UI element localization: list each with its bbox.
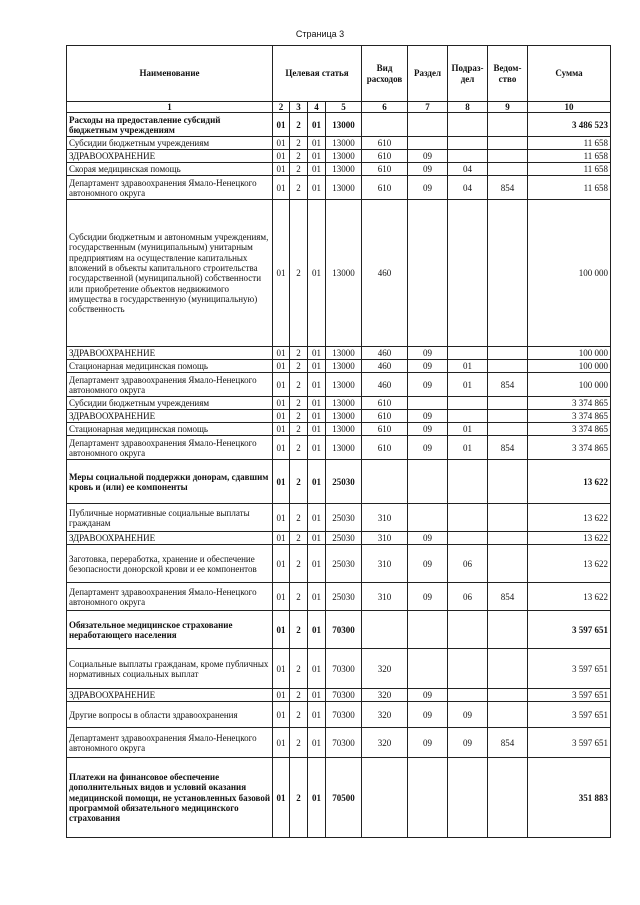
target-code-1: 01 <box>273 347 290 360</box>
target-code-3: 01 <box>308 137 326 150</box>
table-row <box>67 163 611 176</box>
table-row <box>67 137 611 150</box>
target-code-3: 01 <box>308 113 326 137</box>
colnum: 10 <box>528 102 611 113</box>
expense-type-cell: 460 <box>362 373 408 397</box>
colnum: 1 <box>67 102 273 113</box>
target-code-3: 01 <box>308 436 326 460</box>
expense-type-cell: 610 <box>362 176 408 200</box>
sum-cell: 351 883 <box>528 758 611 838</box>
subsection-cell <box>448 689 488 702</box>
table-row <box>67 176 611 200</box>
subsection-cell: 09 <box>448 702 488 728</box>
row-name: Субсидии бюджетным учреждениям <box>67 397 273 410</box>
target-code-3: 01 <box>308 728 326 758</box>
expense-type-cell: 610 <box>362 436 408 460</box>
target-code-1: 01 <box>273 137 290 150</box>
target-code-1: 01 <box>273 373 290 397</box>
target-code-1: 01 <box>273 163 290 176</box>
target-code-1: 01 <box>273 545 290 583</box>
expense-type-cell: 310 <box>362 545 408 583</box>
row-name: Расходы на предоставление субсидий бюджетным учреждениям <box>67 113 273 137</box>
target-code-4: 25030 <box>326 460 362 504</box>
target-code-1: 01 <box>273 728 290 758</box>
section-cell <box>408 611 448 649</box>
subsection-cell <box>448 410 488 423</box>
target-code-1: 01 <box>273 532 290 545</box>
sum-cell: 3 486 523 <box>528 113 611 137</box>
sum-cell: 11 658 <box>528 137 611 150</box>
target-code-3: 01 <box>308 150 326 163</box>
subsection-cell: 06 <box>448 545 488 583</box>
row-name: Другие вопросы в области здравоохранения <box>67 702 273 728</box>
expense-type-cell: 310 <box>362 532 408 545</box>
target-code-2: 2 <box>290 436 308 460</box>
table-row <box>67 423 611 436</box>
expense-type-cell: 610 <box>362 163 408 176</box>
target-code-4: 13000 <box>326 436 362 460</box>
row-name: Стационарная медицинская помощь <box>67 423 273 436</box>
table-row <box>67 113 611 137</box>
header-subsection: Подраз-дел <box>448 46 488 102</box>
section-cell: 09 <box>408 176 448 200</box>
target-code-4: 13000 <box>326 397 362 410</box>
target-code-2: 2 <box>290 460 308 504</box>
subsection-cell <box>448 504 488 532</box>
section-cell <box>408 504 448 532</box>
department-cell <box>488 200 528 347</box>
department-cell: 854 <box>488 373 528 397</box>
target-code-3: 01 <box>308 689 326 702</box>
row-name: Скорая медицинская помощь <box>67 163 273 176</box>
target-code-3: 01 <box>308 545 326 583</box>
header-section: Раздел <box>408 46 448 102</box>
department-cell <box>488 397 528 410</box>
subsection-cell <box>448 137 488 150</box>
subsection-cell: 09 <box>448 728 488 758</box>
target-code-1: 01 <box>273 689 290 702</box>
subsection-cell: 01 <box>448 423 488 436</box>
target-code-4: 13000 <box>326 423 362 436</box>
row-name: Департамент здравоохранения Ямало-Ненецкого автономного округа <box>67 373 273 397</box>
subsection-cell <box>448 611 488 649</box>
table-row <box>67 728 611 758</box>
expense-type-cell <box>362 758 408 838</box>
target-code-1: 01 <box>273 176 290 200</box>
section-cell <box>408 137 448 150</box>
department-cell <box>488 649 528 689</box>
target-code-2: 2 <box>290 504 308 532</box>
target-code-4: 13000 <box>326 150 362 163</box>
target-code-1: 01 <box>273 410 290 423</box>
section-cell <box>408 397 448 410</box>
subsection-cell <box>448 460 488 504</box>
sum-cell: 3 597 651 <box>528 649 611 689</box>
target-code-2: 2 <box>290 649 308 689</box>
target-code-2: 2 <box>290 150 308 163</box>
expense-type-cell: 310 <box>362 504 408 532</box>
section-cell <box>408 649 448 689</box>
section-cell: 09 <box>408 163 448 176</box>
target-code-2: 2 <box>290 137 308 150</box>
row-name: Субсидии бюджетным учреждениям <box>67 137 273 150</box>
subsection-cell: 01 <box>448 360 488 373</box>
target-code-4: 13000 <box>326 176 362 200</box>
department-cell <box>488 504 528 532</box>
row-name: Субсидии бюджетным и автономным учреждениям, государственным (муниципальным) унитарным предприятиям на осуществление капитальных вложений в объекты капитального строительства государственной (муниципальной) собственности или приобретение объектов недвижимого имущества в государственную (муниципальную) собственность <box>67 200 273 347</box>
department-cell: 854 <box>488 728 528 758</box>
department-cell <box>488 163 528 176</box>
target-code-2: 2 <box>290 728 308 758</box>
subsection-cell: 04 <box>448 176 488 200</box>
target-code-4: 13000 <box>326 360 362 373</box>
table-header-row <box>67 46 611 102</box>
target-code-4: 25030 <box>326 583 362 611</box>
subsection-cell <box>448 532 488 545</box>
row-name: ЗДРАВООХРАНЕНИЕ <box>67 410 273 423</box>
section-cell: 09 <box>408 410 448 423</box>
subsection-cell <box>448 150 488 163</box>
colnum: 6 <box>362 102 408 113</box>
table-row <box>67 504 611 532</box>
target-code-3: 01 <box>308 532 326 545</box>
expense-type-cell <box>362 611 408 649</box>
sum-cell: 13 622 <box>528 504 611 532</box>
sum-cell: 3 374 865 <box>528 423 611 436</box>
target-code-4: 13000 <box>326 163 362 176</box>
sum-cell: 3 597 651 <box>528 689 611 702</box>
table-row <box>67 702 611 728</box>
target-code-2: 2 <box>290 397 308 410</box>
department-cell <box>488 758 528 838</box>
target-code-2: 2 <box>290 163 308 176</box>
target-code-4: 13000 <box>326 200 362 347</box>
target-code-1: 01 <box>273 611 290 649</box>
colnum: 5 <box>326 102 362 113</box>
target-code-4: 25030 <box>326 504 362 532</box>
target-code-2: 2 <box>290 347 308 360</box>
department-cell <box>488 410 528 423</box>
expense-type-cell <box>362 113 408 137</box>
expense-type-cell <box>362 460 408 504</box>
section-cell: 09 <box>408 728 448 758</box>
target-code-3: 01 <box>308 423 326 436</box>
expense-type-cell: 320 <box>362 702 408 728</box>
table-row <box>67 397 611 410</box>
header-name: Наименование <box>67 46 273 102</box>
section-cell: 09 <box>408 545 448 583</box>
budget-table <box>66 45 611 838</box>
target-code-2: 2 <box>290 360 308 373</box>
section-cell: 09 <box>408 150 448 163</box>
sum-cell: 3 374 865 <box>528 436 611 460</box>
target-code-2: 2 <box>290 532 308 545</box>
section-cell: 09 <box>408 436 448 460</box>
sum-cell: 100 000 <box>528 347 611 360</box>
row-name: Департамент здравоохранения Ямало-Ненецкого автономного округа <box>67 176 273 200</box>
target-code-2: 2 <box>290 611 308 649</box>
section-cell: 09 <box>408 532 448 545</box>
target-code-3: 01 <box>308 460 326 504</box>
target-code-2: 2 <box>290 702 308 728</box>
table-row <box>67 373 611 397</box>
target-code-4: 25030 <box>326 545 362 583</box>
target-code-1: 01 <box>273 423 290 436</box>
row-name: Стационарная медицинская помощь <box>67 360 273 373</box>
table-row <box>67 200 611 347</box>
sum-cell: 3 374 865 <box>528 397 611 410</box>
target-code-3: 01 <box>308 583 326 611</box>
target-code-1: 01 <box>273 504 290 532</box>
target-code-1: 01 <box>273 113 290 137</box>
target-code-3: 01 <box>308 397 326 410</box>
subsection-cell: 04 <box>448 163 488 176</box>
subsection-cell <box>448 397 488 410</box>
sum-cell: 3 597 651 <box>528 611 611 649</box>
table-row <box>67 436 611 460</box>
table-row <box>67 689 611 702</box>
header-target-article: Целевая статья <box>273 46 362 102</box>
target-code-2: 2 <box>290 176 308 200</box>
department-cell <box>488 150 528 163</box>
target-code-4: 13000 <box>326 373 362 397</box>
section-cell: 09 <box>408 423 448 436</box>
target-code-2: 2 <box>290 373 308 397</box>
target-code-2: 2 <box>290 200 308 347</box>
colnum: 7 <box>408 102 448 113</box>
target-code-4: 13000 <box>326 137 362 150</box>
table-row <box>67 360 611 373</box>
sum-cell: 11 658 <box>528 176 611 200</box>
row-name: Меры социальной поддержки донорам, сдавшим кровь и (или) ее компоненты <box>67 460 273 504</box>
expense-type-cell: 610 <box>362 397 408 410</box>
department-cell <box>488 113 528 137</box>
subsection-cell: 01 <box>448 436 488 460</box>
header-expense-type: Вид расходов <box>362 46 408 102</box>
department-cell <box>488 545 528 583</box>
target-code-4: 13000 <box>326 410 362 423</box>
column-number-row <box>67 102 611 113</box>
sum-cell: 3 597 651 <box>528 728 611 758</box>
expense-type-cell: 320 <box>362 728 408 758</box>
colnum: 8 <box>448 102 488 113</box>
target-code-4: 25030 <box>326 532 362 545</box>
target-code-1: 01 <box>273 397 290 410</box>
expense-type-cell: 310 <box>362 583 408 611</box>
target-code-1: 01 <box>273 702 290 728</box>
subsection-cell: 06 <box>448 583 488 611</box>
expense-type-cell: 610 <box>362 150 408 163</box>
target-code-3: 01 <box>308 347 326 360</box>
sum-cell: 3 374 865 <box>528 410 611 423</box>
table-row <box>67 150 611 163</box>
target-code-2: 2 <box>290 410 308 423</box>
department-cell <box>488 702 528 728</box>
target-code-4: 13000 <box>326 113 362 137</box>
expense-type-cell: 460 <box>362 347 408 360</box>
sum-cell: 13 622 <box>528 545 611 583</box>
sum-cell: 3 597 651 <box>528 702 611 728</box>
subsection-cell <box>448 113 488 137</box>
target-code-2: 2 <box>290 583 308 611</box>
target-code-3: 01 <box>308 758 326 838</box>
department-cell: 854 <box>488 436 528 460</box>
row-name: ЗДРАВООХРАНЕНИЕ <box>67 532 273 545</box>
target-code-3: 01 <box>308 611 326 649</box>
subsection-cell <box>448 649 488 689</box>
table-row <box>67 611 611 649</box>
table-row <box>67 410 611 423</box>
table-row <box>67 545 611 583</box>
expense-type-cell: 460 <box>362 200 408 347</box>
department-cell: 854 <box>488 583 528 611</box>
table-row <box>67 649 611 689</box>
target-code-4: 70300 <box>326 611 362 649</box>
row-name: ЗДРАВООХРАНЕНИЕ <box>67 150 273 163</box>
section-cell: 09 <box>408 347 448 360</box>
expense-type-cell: 610 <box>362 423 408 436</box>
sum-cell: 13 622 <box>528 583 611 611</box>
target-code-4: 70300 <box>326 689 362 702</box>
target-code-4: 70500 <box>326 758 362 838</box>
target-code-1: 01 <box>273 460 290 504</box>
target-code-3: 01 <box>308 176 326 200</box>
target-code-3: 01 <box>308 163 326 176</box>
expense-type-cell: 610 <box>362 137 408 150</box>
section-cell <box>408 758 448 838</box>
row-name: ЗДРАВООХРАНЕНИЕ <box>67 347 273 360</box>
target-code-4: 70300 <box>326 702 362 728</box>
table-row <box>67 583 611 611</box>
sum-cell: 100 000 <box>528 200 611 347</box>
sum-cell: 11 658 <box>528 150 611 163</box>
department-cell <box>488 360 528 373</box>
row-name: Департамент здравоохранения Ямало-Ненецкого автономного округа <box>67 728 273 758</box>
department-cell <box>488 689 528 702</box>
target-code-1: 01 <box>273 436 290 460</box>
department-cell <box>488 611 528 649</box>
section-cell <box>408 460 448 504</box>
target-code-2: 2 <box>290 423 308 436</box>
row-name: Социальные выплаты гражданам, кроме публичных нормативных социальных выплат <box>67 649 273 689</box>
expense-type-cell: 320 <box>362 649 408 689</box>
row-name: Заготовка, переработка, хранение и обеспечение безопасности донорской крови и ее компонентов <box>67 545 273 583</box>
table-row <box>67 460 611 504</box>
department-cell <box>488 137 528 150</box>
target-code-3: 01 <box>308 410 326 423</box>
subsection-cell <box>448 200 488 347</box>
row-name: Обязательное медицинское страхование неработающего населения <box>67 611 273 649</box>
sum-cell: 11 658 <box>528 163 611 176</box>
row-name: Публичные нормативные социальные выплаты гражданам <box>67 504 273 532</box>
sum-cell: 13 622 <box>528 460 611 504</box>
department-cell <box>488 347 528 360</box>
header-department: Ведом-ство <box>488 46 528 102</box>
target-code-1: 01 <box>273 583 290 611</box>
section-cell <box>408 200 448 347</box>
target-code-2: 2 <box>290 545 308 583</box>
table-row <box>67 532 611 545</box>
section-cell: 09 <box>408 583 448 611</box>
expense-type-cell: 460 <box>362 360 408 373</box>
target-code-4: 70300 <box>326 728 362 758</box>
target-code-1: 01 <box>273 758 290 838</box>
section-cell: 09 <box>408 702 448 728</box>
section-cell <box>408 113 448 137</box>
table-row <box>67 758 611 838</box>
target-code-3: 01 <box>308 504 326 532</box>
target-code-3: 01 <box>308 649 326 689</box>
sum-cell: 100 000 <box>528 373 611 397</box>
target-code-1: 01 <box>273 360 290 373</box>
expense-type-cell: 610 <box>362 410 408 423</box>
target-code-1: 01 <box>273 200 290 347</box>
target-code-3: 01 <box>308 373 326 397</box>
row-name: Платежи на финансовое обеспечение дополнительных видов и условий оказания медицинской помощи, не установленных базовой программой обязательного медицинского страхования <box>67 758 273 838</box>
subsection-cell <box>448 758 488 838</box>
target-code-4: 13000 <box>326 347 362 360</box>
header-sum: Сумма <box>528 46 611 102</box>
target-code-4: 70300 <box>326 649 362 689</box>
colnum: 4 <box>308 102 326 113</box>
section-cell: 09 <box>408 373 448 397</box>
row-name: Департамент здравоохранения Ямало-Ненецкого автономного округа <box>67 436 273 460</box>
sum-cell: 13 622 <box>528 532 611 545</box>
section-cell: 09 <box>408 689 448 702</box>
row-name: Департамент здравоохранения Ямало-Ненецкого автономного округа <box>67 583 273 611</box>
page-number-label: Страница 3 <box>295 29 345 39</box>
target-code-3: 01 <box>308 200 326 347</box>
target-code-3: 01 <box>308 360 326 373</box>
target-code-2: 2 <box>290 689 308 702</box>
subsection-cell <box>448 347 488 360</box>
colnum: 3 <box>290 102 308 113</box>
expense-type-cell: 320 <box>362 689 408 702</box>
colnum: 2 <box>273 102 290 113</box>
table-row <box>67 347 611 360</box>
sum-cell: 100 000 <box>528 360 611 373</box>
target-code-3: 01 <box>308 702 326 728</box>
department-cell <box>488 423 528 436</box>
target-code-2: 2 <box>290 113 308 137</box>
department-cell <box>488 460 528 504</box>
department-cell: 854 <box>488 176 528 200</box>
row-name: ЗДРАВООХРАНЕНИЕ <box>67 689 273 702</box>
target-code-2: 2 <box>290 758 308 838</box>
target-code-1: 01 <box>273 649 290 689</box>
target-code-1: 01 <box>273 150 290 163</box>
subsection-cell: 01 <box>448 373 488 397</box>
department-cell <box>488 532 528 545</box>
colnum: 9 <box>488 102 528 113</box>
section-cell: 09 <box>408 360 448 373</box>
